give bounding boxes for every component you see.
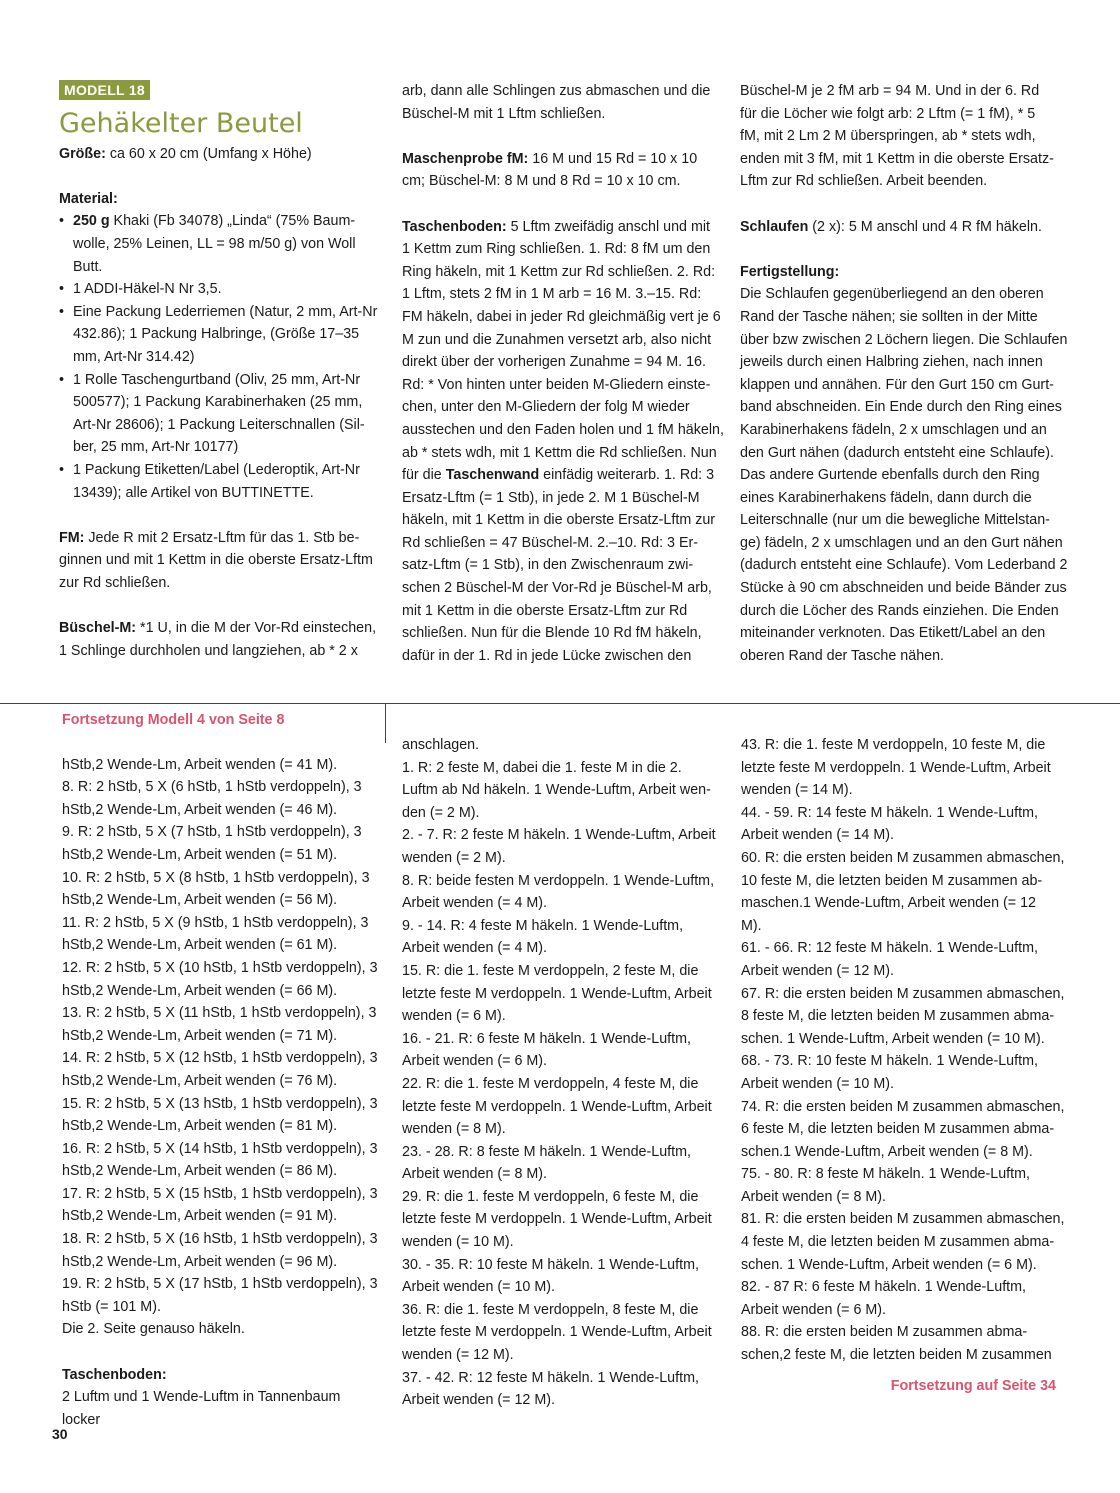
instruction-line: 15. R: die 1. feste M verdoppeln, 2 feste M, die [402, 962, 699, 979]
bueschel-paragraph: Büschel-M: *1 U, in die M der Vor-Rd einstechen, 1 Schlinge durchholen und langziehen, ab * 2 x [59, 620, 377, 659]
instruction-line: wenden (= 6 M). [402, 1008, 506, 1025]
instruction-line: letzte feste M verdoppeln. 1 Wende-Luftm, Arbeit [402, 1324, 712, 1341]
bottom-column-2 [402, 734, 724, 1412]
instruction-line: 23. - 28. R: 8 feste M häkeln. 1 Wende-Luftm, [402, 1143, 691, 1160]
material-heading: Material: [59, 190, 118, 207]
instruction-line: wenden (= 12 M). [402, 1347, 514, 1364]
instruction-line: 16. - 21. R: 6 feste M häkeln. 1 Wende-Luftm, [402, 1030, 691, 1047]
top-column-1 [59, 80, 379, 662]
paragraph: arb, dann alle Schlingen zus abmaschen und die Büschel-M mit 1 Lftm schließen. [402, 83, 711, 122]
page-number: 30 [52, 1426, 68, 1442]
column-divider [385, 703, 386, 743]
instruction-line: letzte feste M verdoppeln. 1 Wende-Luftm, Arbeit [402, 1211, 712, 1228]
instruction-line: hStb,2 Wende-Lm, Arbeit wenden (= 61 M). [62, 937, 338, 954]
instruction-line: 8. R: beide festen M verdoppeln. 1 Wende-Luftm, [402, 872, 715, 889]
instruction-line: M). [741, 917, 762, 934]
instruction-line: hStb,2 Wende-Lm, Arbeit wenden (= 96 M). [62, 1253, 338, 1270]
instruction-line: 6 feste M, die letzten beiden M zusammen abma- [741, 1121, 1055, 1138]
instruction-line: Arbeit wenden (= 10 M). [402, 1279, 555, 1296]
instruction-line: 12. R: 2 hStb, 5 X (10 hStb, 1 hStb verdoppeln), 3 [62, 959, 378, 976]
instruction-line: 67. R: die ersten beiden M zusammen abmaschen, [741, 985, 1065, 1002]
instruction-line: maschen.1 Wende-Luftm, Arbeit wenden (= 12 [741, 895, 1036, 912]
fm-paragraph: FM: Jede R mit 2 Ersatz-Lftm für das 1. Stb be- ginnen und mit 1 Kettm in die oberste Ersatz-Lftm zur Rd schließen. [59, 529, 373, 591]
top-column-2 [402, 80, 724, 667]
instruction-line: letzte feste M verdoppeln. 1 Wende-Luftm, Arbeit [402, 1098, 712, 1115]
top-column-3 [740, 80, 1070, 667]
material-item: • 1 Packung Etiketten/Label (Lederoptik, Art-Nr 13439); alle Artikel von BUTTINETTE. [59, 459, 379, 504]
instruction-line: hStb,2 Wende-Lm, Arbeit wenden (= 86 M). [62, 1163, 338, 1180]
instruction-line: 8. R: 2 hStb, 5 X (6 hStb, 1 hStb verdoppeln), 3 [62, 779, 362, 796]
instruction-line: Arbeit wenden (= 4 M). [402, 895, 548, 912]
instruction-line: 19. R: 2 hStb, 5 X (17 hStb, 1 hStb verdoppeln), 3 [62, 1276, 378, 1293]
material-item: • 250 g Khaki (Fb 34078) „Linda“ (75% Baum- wolle, 25% Leinen, LL = 98 m/50 g) von Woll Butt. [59, 210, 379, 278]
instruction-line: 18. R: 2 hStb, 5 X (16 hStb, 1 hStb verdoppeln), 3 [62, 1231, 378, 1248]
instruction-line: 4 feste M, die letzten beiden M zusammen abma- [741, 1234, 1055, 1251]
instruction-line: Arbeit wenden (= 8 M). [402, 1166, 548, 1183]
section-divider [0, 703, 1120, 704]
material-item: • 1 Rolle Taschengurtband (Oliv, 25 mm, Art-Nr 500577); 1 Packung Karabinerhaken (25 mm, Art-Nr 28606); 1 Packung Leiterschnallen (Sil- ber, 25 mm, Art-Nr 10177) [59, 369, 379, 459]
instruction-line: hStb,2 Wende-Lm, Arbeit wenden (= 46 M). [62, 801, 338, 818]
instruction-line: Arbeit wenden (= 10 M). [741, 1075, 894, 1092]
instruction-line: 36. R: die 1. feste M verdoppeln, 8 feste M, die [402, 1301, 699, 1318]
fertigstellung-heading: Fertigstellung: [740, 263, 840, 280]
instruction-line: 1. R: 2 feste M, dabei die 1. feste M in die 2. [402, 759, 682, 776]
instruction-list [62, 754, 382, 1341]
instruction-line: schen. 1 Wende-Luftm, Arbeit wenden (= 10 M). [741, 1030, 1045, 1047]
instruction-line: 15. R: 2 hStb, 5 X (13 hStb, 1 hStb verdoppeln), 3 [62, 1095, 378, 1112]
instruction-line: 75. - 80. R: 8 feste M häkeln. 1 Wende-Luftm, [741, 1166, 1030, 1183]
instruction-line: hStb (= 101 M). [62, 1298, 161, 1315]
instruction-line: 13. R: 2 hStb, 5 X (11 hStb, 1 hStb verdoppeln), 3 [62, 1005, 377, 1022]
maschenprobe-paragraph: Maschenprobe fM: 16 M und 15 Rd = 10 x 10 cm; Büschel-M: 8 M und 8 Rd = 10 x 10 cm. [402, 150, 698, 190]
instruction-line: 37. - 42. R: 12 feste M häkeln. 1 Wende-Luftm, [402, 1369, 699, 1386]
instruction-line: 17. R: 2 hStb, 5 X (15 hStb, 1 hStb verdoppeln), 3 [62, 1185, 378, 1202]
instruction-line: 68. - 73. R: 10 feste M häkeln. 1 Wende-Luftm, [741, 1053, 1038, 1070]
material-item: • 1 ADDI-Häkel-N Nr 3,5. [59, 278, 379, 301]
instruction-line: schen,2 feste M, die letzten beiden M zusammen [741, 1347, 1052, 1364]
instruction-line: 10. R: 2 hStb, 5 X (8 hStb, 1 hStb verdoppeln), 3 [62, 869, 370, 886]
instruction-line: 8 feste M, die letzten beiden M zusammen abma- [741, 1008, 1055, 1025]
instruction-line: 88. R: die ersten beiden M zusammen abma- [741, 1324, 1028, 1341]
instruction-line: wenden (= 10 M). [402, 1234, 514, 1251]
instruction-line: wenden (= 8 M). [402, 1121, 506, 1138]
instruction-line: hStb,2 Wende-Lm, Arbeit wenden (= 71 M). [62, 1027, 338, 1044]
instruction-line: hStb,2 Wende-Lm, Arbeit wenden (= 56 M). [62, 892, 338, 909]
instruction-line: 74. R: die ersten beiden M zusammen abmaschen, [741, 1098, 1065, 1115]
instruction-line: Arbeit wenden (= 6 M). [741, 1301, 887, 1318]
instruction-line: Luftm ab Nd häkeln. 1 Wende-Luftm, Arbeit wen- [402, 782, 711, 799]
instruction-line: 11. R: 2 hStb, 5 X (9 hStb, 1 hStb verdoppeln), 3 [62, 914, 369, 931]
bottom-column-1 [62, 709, 382, 1431]
instruction-line: schen.1 Wende-Luftm, Arbeit wenden (= 8 M). [741, 1143, 1033, 1160]
continuation-header: Fortsetzung Modell 4 von Seite 8 [62, 712, 285, 728]
instruction-line: 14. R: 2 hStb, 5 X (12 hStb, 1 hStb verdoppeln), 3 [62, 1050, 378, 1067]
instruction-line: 2. - 7. R: 2 feste M häkeln. 1 Wende-Luftm, Arbeit [402, 827, 716, 844]
instruction-line: den (= 2 M). [402, 804, 480, 821]
instruction-line: 16. R: 2 hStb, 5 X (14 hStb, 1 hStb verdoppeln), 3 [62, 1140, 378, 1157]
instruction-line: schen. 1 Wende-Luftm, Arbeit wenden (= 6 M). [741, 1256, 1037, 1273]
instruction-line: 60. R: die ersten beiden M zusammen abmaschen, [741, 849, 1065, 866]
instruction-list [402, 734, 724, 1412]
instruction-line: 43. R: die 1. feste M verdoppeln, 10 feste M, die [741, 737, 1046, 753]
instruction-line: Arbeit wenden (= 12 M). [741, 962, 894, 979]
instruction-line: wenden (= 2 M). [402, 849, 506, 866]
schlaufen-paragraph: Schlaufen (2 x): 5 M anschl und 4 R fM häkeln. [740, 218, 1042, 235]
instruction-line: hStb,2 Wende-Lm, Arbeit wenden (= 81 M). [62, 1118, 338, 1135]
instruction-list [741, 734, 1071, 1367]
bottom-column-3 [741, 734, 1071, 1397]
instruction-line: Arbeit wenden (= 14 M). [741, 827, 894, 844]
instruction-line: 22. R: die 1. feste M verdoppeln, 4 feste M, die [402, 1075, 699, 1092]
instruction-line: 44. - 59. R: 14 feste M häkeln. 1 Wende-Luftm, [741, 804, 1038, 821]
instruction-line: 29. R: die 1. feste M verdoppeln, 6 feste M, die [402, 1188, 699, 1205]
instruction-line: letzte feste M verdoppeln. 1 Wende-Luftm, Arbeit [741, 759, 1051, 776]
page-title: Gehäkelter Beutel [59, 107, 303, 139]
instruction-line: wenden (= 14 M). [741, 782, 853, 799]
instruction-line: letzte feste M verdoppeln. 1 Wende-Luftm, Arbeit [402, 985, 712, 1002]
instruction-line: 30. - 35. R: 10 feste M häkeln. 1 Wende-Luftm, [402, 1256, 699, 1273]
material-item: • Eine Packung Lederriemen (Natur, 2 mm, Art-Nr 432.86); 1 Packung Halbringe, (Größe 17–35 mm, Art-Nr 314.42) [59, 301, 379, 369]
instruction-line: 61. - 66. R: 12 feste M häkeln. 1 Wende-Luftm, [741, 940, 1038, 957]
fertigstellung-paragraph: Die Schlaufen gegenüberliegend an den oberen Rand der Tasche nähen; sie sollten in der Mitte über bzw zwischen 2 Löchern liegen. Die Schlaufen jeweils durch einen Halbring ziehen, nach innen klappen und annähen. Für den Gurt 150 cm Gurt- band abschneiden. Ein Ende durch den Ring eines Karabinerhakens fädeln, 2 x umschlagen und an den Gurt nähen (dadurch entsteht eine Schlaufe). Das andere Gurtende ebenfalls durch den Ring eines Karabinerhakens fädeln, dann durch die Leiterschnalle (nur um die bewegliche Mittelstan- ge) fädeln, 2 x umschlagen und an den Gurt nähen (dadurch entsteht eine Schlaufe). Vom Lederband 2 Stücke à 90 cm abschneiden und beide Bänder zus durch die Löcher des Rands einziehen. Die Enden miteinander verknoten. Das Etikett/Label an den oberen Rand der Tasche nähen. [740, 286, 1068, 664]
taschenboden-paragraph: Taschenboden: 5 Lftm zweifädig anschl und mit 1 Kettm zum Ring schließen. 1. Rd: 8 fM um den Ring häkeln, mit 1 Kettm zur Rd schließen. 2. Rd: 1 Lftm, stets 2 fM in 1 M arb = 16 M. 3.–15. Rd: FM häkeln, dabei in jeder Rd gleichmäßig vert je 6 M zun und die Zunahmen versetzt arb, also nicht direkt über der vorherigen Zunahme = 94 M. 16. Rd: * Von hinten unter beiden M-Gliedern einste- chen, unter den M-Gliedern der folg M wieder ausstechen und den Faden holen und 1 fM häkeln, ab * stets wdh, mit 1 Kettm die Rd schließen. Nun für die Taschenwand einfädig weiterarb. 1. Rd: 3 Ersatz-Lftm (= 1 Stb), in jede 2. M 1 Büschel-M häkeln, mit 1 Kettm in die oberste Ersatz-Lftm zur Rd schließen = 47 Büschel-M. 2.–10. Rd: 3 Er- satz-Lftm (= 1 Stb), in den Zwischenraum zwi- schen 2 Büschel-M der Vor-Rd je Büschel-M arb, mit 1 Kettm in die oberste Ersatz-Lftm zur Rd schließen. Nun für die Blende 10 Rd fM häkeln, dafür in der 1. Rd in jede Lücke zwischen den [402, 218, 724, 664]
instruction-line: hStb,2 Wende-Lm, Arbeit wenden (= 76 M). [62, 1072, 338, 1089]
instruction-line: Arbeit wenden (= 6 M). [402, 1053, 548, 1070]
instruction-line: 82. - 87 R: 6 feste M häkeln. 1 Wende-Luftm, [741, 1279, 1027, 1296]
continued-on: Fortsetzung auf Seite 34 [890, 1377, 1056, 1394]
model-badge: MODELL 18 [59, 80, 150, 100]
instruction-line: hStb,2 Wende-Lm, Arbeit wenden (= 51 M). [62, 846, 338, 863]
instruction-line: Die 2. Seite genauso häkeln. [62, 1321, 245, 1338]
instruction-line: 2 Luftm und 1 Wende-Luftm in Tannenbaum locker [62, 1389, 341, 1428]
instruction-line: 9. R: 2 hStb, 5 X (7 hStb, 1 hStb verdoppeln), 3 [62, 824, 362, 841]
instruction-line: Arbeit wenden (= 12 M). [402, 1392, 555, 1409]
instruction-line: hStb,2 Wende-Lm, Arbeit wenden (= 41 M). [62, 756, 338, 773]
size-line: Größe: ca 60 x 20 cm (Umfang x Höhe) [59, 145, 312, 162]
taschenboden-heading: Taschenboden: [62, 1366, 167, 1383]
instruction-line: Arbeit wenden (= 8 M). [741, 1188, 887, 1205]
instruction-line: hStb,2 Wende-Lm, Arbeit wenden (= 66 M). [62, 982, 338, 999]
instruction-line: 9. - 14. R: 4 feste M häkeln. 1 Wende-Luftm, [402, 917, 684, 934]
instruction-line: anschlagen. [402, 737, 480, 753]
instruction-line: hStb,2 Wende-Lm, Arbeit wenden (= 91 M). [62, 1208, 338, 1225]
instruction-line: 10 feste M, die letzten beiden M zusammen ab- [741, 872, 1043, 889]
paragraph: Büschel-M je 2 fM arb = 94 M. Und in der 6. Rd für die Löcher wie folgt arb: 2 Lftm (= 1 fM), * 5 fM, mit 2 Lm 2 M überspringen, ab * stets wdh, enden mit 3 fM, mit 1 Kettm in die oberste Ersatz- Lftm zur Rd schließen. Arbeit beenden. [740, 83, 1054, 190]
instruction-line: Arbeit wenden (= 4 M). [402, 940, 548, 957]
instruction-line: 81. R: die ersten beiden M zusammen abmaschen, [741, 1211, 1065, 1228]
